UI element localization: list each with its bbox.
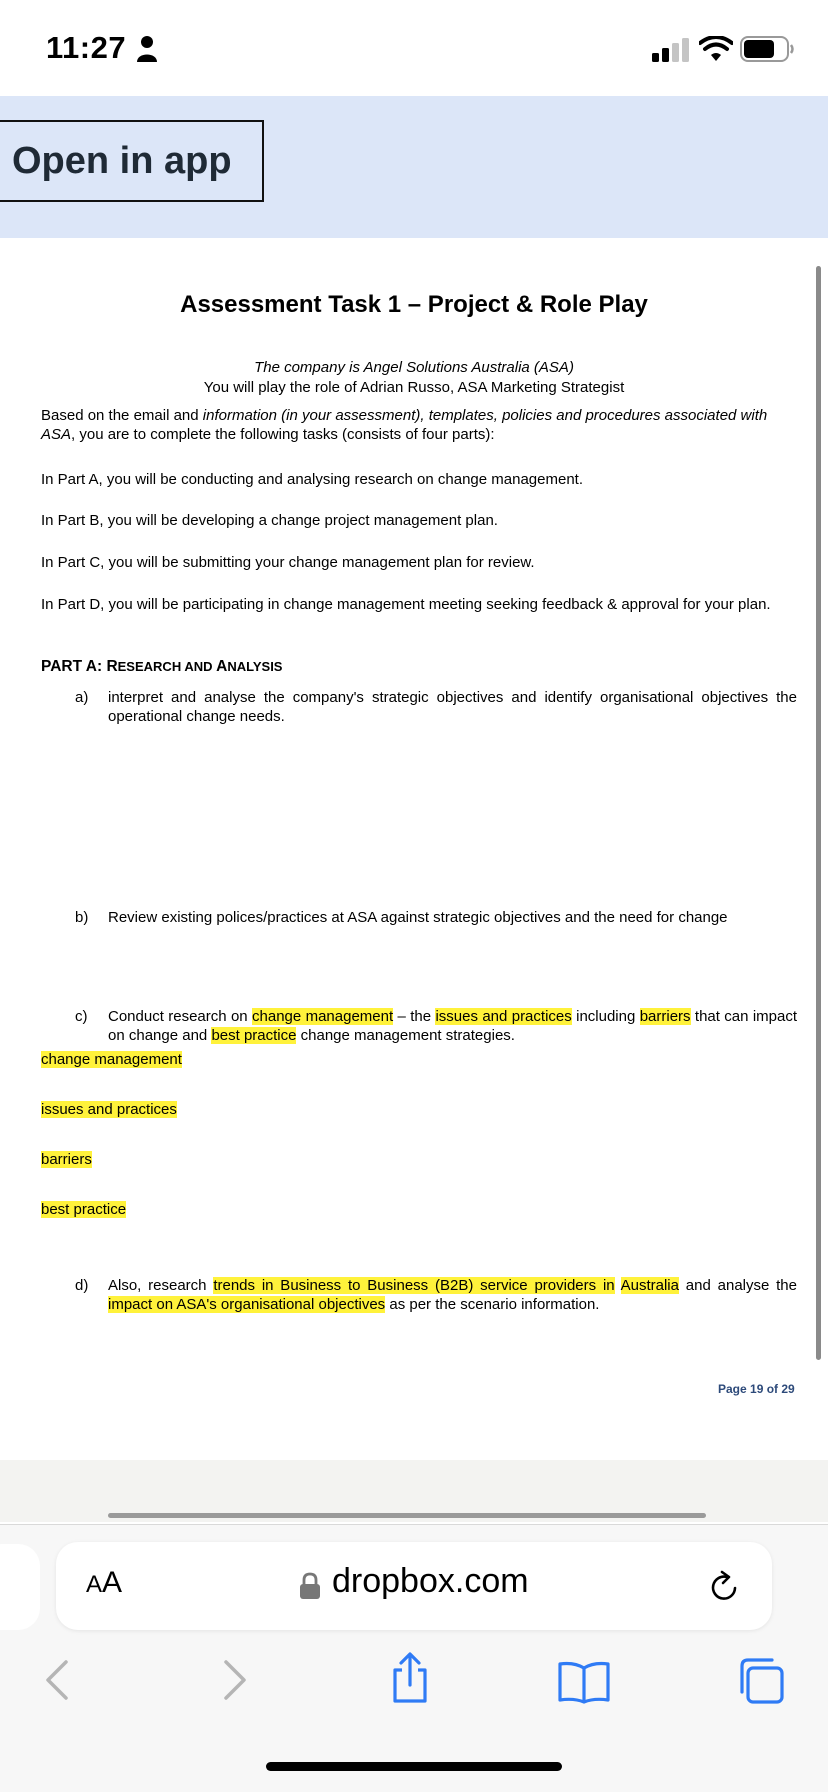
page-number: Page 19 of 29 [718, 1382, 795, 1396]
item-text: interpret and analyse the company's strategic objectives and identify organisational objectives the operational change needs. [108, 689, 797, 725]
item-text: Review existing polices/practices at ASA against strategic objectives and the need for change [108, 909, 728, 926]
highlight-label-change-management: change management [41, 1051, 182, 1068]
task-item-d [75, 1276, 797, 1314]
part-a-line: In Part A, you will be conducting and analysing research on change management. [41, 471, 584, 488]
document-title: Assessment Task 1 – Project & Role Play [180, 291, 648, 318]
forward-icon[interactable] [218, 1656, 252, 1704]
section-cap-a: A [216, 658, 228, 675]
highlight-label-barriers: barriers [41, 1151, 92, 1168]
intro-paragraph [41, 406, 801, 444]
section-small-caps-2: NALYSIS [227, 659, 283, 674]
url-domain[interactable]: dropbox.com [332, 1562, 529, 1600]
share-icon[interactable] [386, 1652, 434, 1704]
highlight-issues-practices: issues and practices [435, 1008, 572, 1025]
highlight-label-issues-practices: issues and practices [41, 1101, 177, 1118]
document-scrollbar[interactable] [816, 266, 821, 1360]
tabs-icon[interactable] [734, 1656, 786, 1706]
item-letter: d) [75, 1277, 89, 1294]
section-prefix: PART A: [41, 658, 107, 675]
document-page [0, 238, 828, 1460]
intro-text-start: Based on the email and [41, 407, 203, 424]
task-item-b [75, 908, 797, 927]
previous-tab-peek[interactable] [0, 1544, 40, 1630]
section-heading [41, 658, 282, 676]
open-in-app-button[interactable]: Open in app [0, 120, 264, 202]
item-letter: b) [75, 909, 89, 926]
lock-icon [299, 1572, 321, 1600]
reload-icon[interactable] [708, 1568, 742, 1604]
intro-text-end: , you are to complete the following tasks (consists of four parts): [71, 426, 495, 443]
highlight-australia: Australia [620, 1277, 679, 1294]
task-item-a [75, 688, 797, 726]
bookmarks-icon[interactable] [556, 1660, 612, 1704]
highlight-b2b-trends: trends in Business to Business (B2B) service providers in [213, 1277, 615, 1294]
intro-text-italic: information (in your assessment), templates, policies and procedures associated with ASA [41, 407, 768, 443]
text-size-button[interactable]: AA [86, 1566, 123, 1599]
home-indicator[interactable] [266, 1762, 562, 1771]
back-icon[interactable] [40, 1656, 74, 1704]
page-scroll-indicator [108, 1513, 706, 1518]
section-small-caps-1: ESEARCH [117, 659, 182, 674]
open-in-app-banner [0, 96, 828, 238]
item-letter: a) [75, 689, 89, 706]
item-letter: c) [75, 1008, 88, 1025]
item-text: Conduct research on change management – the issues and practices including barriers that can impact on change and best practice change management strategies. [108, 1008, 798, 1044]
company-line: The company is Angel Solutions Australia (ASA) [254, 359, 574, 376]
address-bar[interactable] [56, 1542, 772, 1630]
part-c-line: In Part C, you will be submitting your change management plan for review. [41, 554, 535, 571]
status-time: 11:27 [46, 30, 127, 65]
role-line: You will play the role of Adrian Russo, ASA Marketing Strategist [203, 379, 625, 396]
battery-icon [740, 36, 794, 62]
task-item-c [75, 1007, 797, 1045]
highlight-best-practice: best practice [211, 1027, 297, 1044]
highlight-label-best-practice: best practice [41, 1201, 127, 1218]
part-d-line: In Part D, you will be participating in change management meeting seeking feedback & approval for your plan. [41, 596, 771, 613]
section-cap-r: R [106, 658, 118, 675]
wifi-icon [699, 36, 733, 62]
signal-icon [652, 38, 690, 62]
highlight-change-management: change management [252, 1008, 394, 1025]
highlight-barriers: barriers [639, 1008, 691, 1025]
highlight-impact: impact on ASA's organisational objectives [108, 1296, 386, 1313]
item-text: Also, research trends in Business to Business (B2B) service providers in Australia and analyse the impact on ASA's organisational objectives as per the scenario information. [108, 1277, 797, 1313]
section-small-caps-and: AND [181, 659, 217, 674]
part-b-line: In Part B, you will be developing a change project management plan. [41, 512, 498, 529]
person-icon [136, 35, 158, 63]
